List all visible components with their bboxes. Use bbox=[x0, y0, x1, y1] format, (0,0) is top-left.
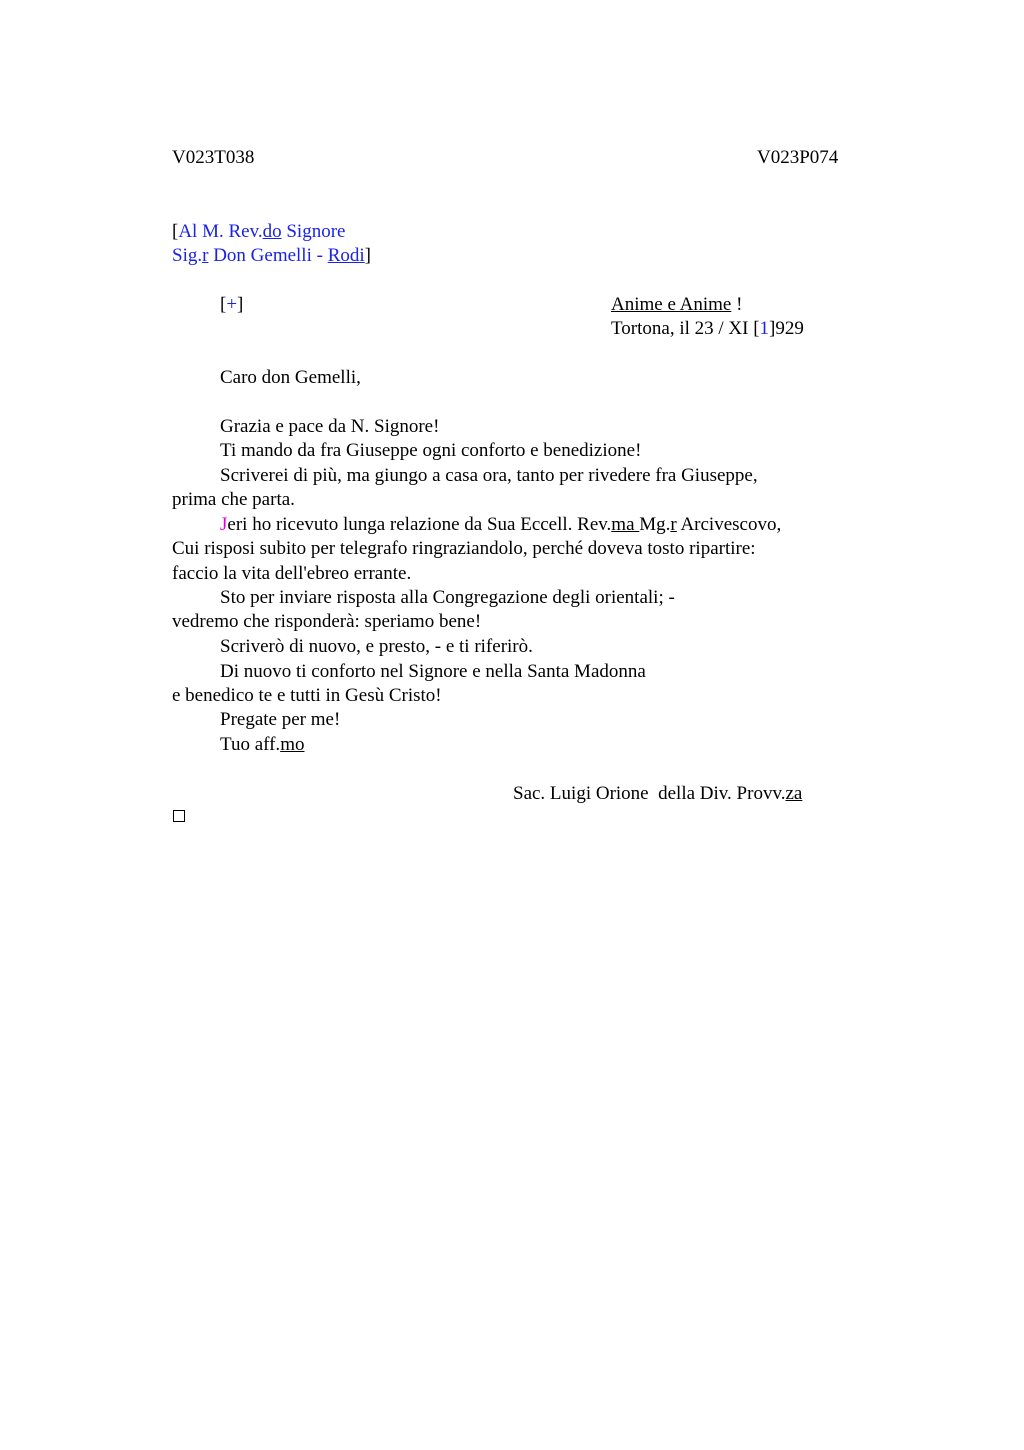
address-bracket-close: ] bbox=[364, 245, 371, 266]
motto-text: Anime e Anime bbox=[611, 294, 732, 315]
address-line-2 bbox=[172, 244, 371, 268]
address-title: Al M. Rev. bbox=[178, 221, 263, 242]
body-line: e benedico te e tutti in Gesù Cristo! bbox=[172, 685, 442, 706]
body-line: Di nuovo ti conforto nel Signore e nella Santa Madonna bbox=[220, 661, 646, 682]
cross-mark: [+] bbox=[220, 294, 244, 315]
salutation: Caro don Gemelli, bbox=[220, 367, 361, 388]
body-line: Pregate per me! bbox=[220, 709, 341, 730]
motto: Anime e Anime ! bbox=[611, 294, 743, 315]
body-line: Scriverò di nuovo, e presto, - e ti riferirò. bbox=[220, 636, 533, 657]
address-bracket-open: [ bbox=[172, 221, 179, 242]
address-title-abbrev: do bbox=[262, 221, 282, 242]
letter-date: Tortona, il 23 / XI [1]929 bbox=[611, 318, 804, 339]
cross-icon: + bbox=[226, 294, 238, 315]
body-line: Jeri ho ricevuto lunga relazione da Sua Eccell. Rev.ma Mg.r Arcivescovo, bbox=[220, 514, 782, 535]
signature: Sac. Luigi Orione della Div. Provv.za bbox=[513, 783, 803, 804]
body-line: faccio la vita dell'ebreo errante. bbox=[172, 563, 412, 584]
address-recipient-abbrev: r bbox=[202, 245, 209, 266]
date-editorial-digit: 1 bbox=[759, 318, 770, 339]
body-line: Ti mando da fra Giuseppe ogni conforto e benedizione! bbox=[220, 440, 642, 461]
body-line: Scriverei di più, ma giungo a casa ora, tanto per rivedere fra Giuseppe, bbox=[220, 465, 758, 486]
body-line: prima che parta. bbox=[172, 489, 295, 510]
body-line: vedremo che risponderà: speriamo bene! bbox=[172, 611, 482, 632]
body-line: Grazia e pace da N. Signore! bbox=[220, 416, 440, 437]
address-recipient-name: Don Gemelli - bbox=[208, 245, 328, 266]
address-line-1 bbox=[172, 220, 345, 244]
address-recipient: Sig. bbox=[172, 245, 203, 266]
document-code-right: V023P074 bbox=[757, 147, 839, 168]
checkbox-square-icon bbox=[173, 810, 185, 822]
body-line: Cui risposi subito per telegrafo ringraziandolo, perché doveva tosto ripartire: bbox=[172, 538, 756, 559]
address-place: Rodi bbox=[327, 245, 365, 266]
address-title-end: Signore bbox=[281, 221, 346, 242]
body-line: Sto per inviare risposta alla Congregazione degli orientali; - bbox=[220, 587, 675, 608]
initial-letter: J bbox=[220, 514, 228, 535]
closing: Tuo aff.mo bbox=[220, 734, 305, 755]
document-code-left: V023T038 bbox=[172, 147, 255, 168]
